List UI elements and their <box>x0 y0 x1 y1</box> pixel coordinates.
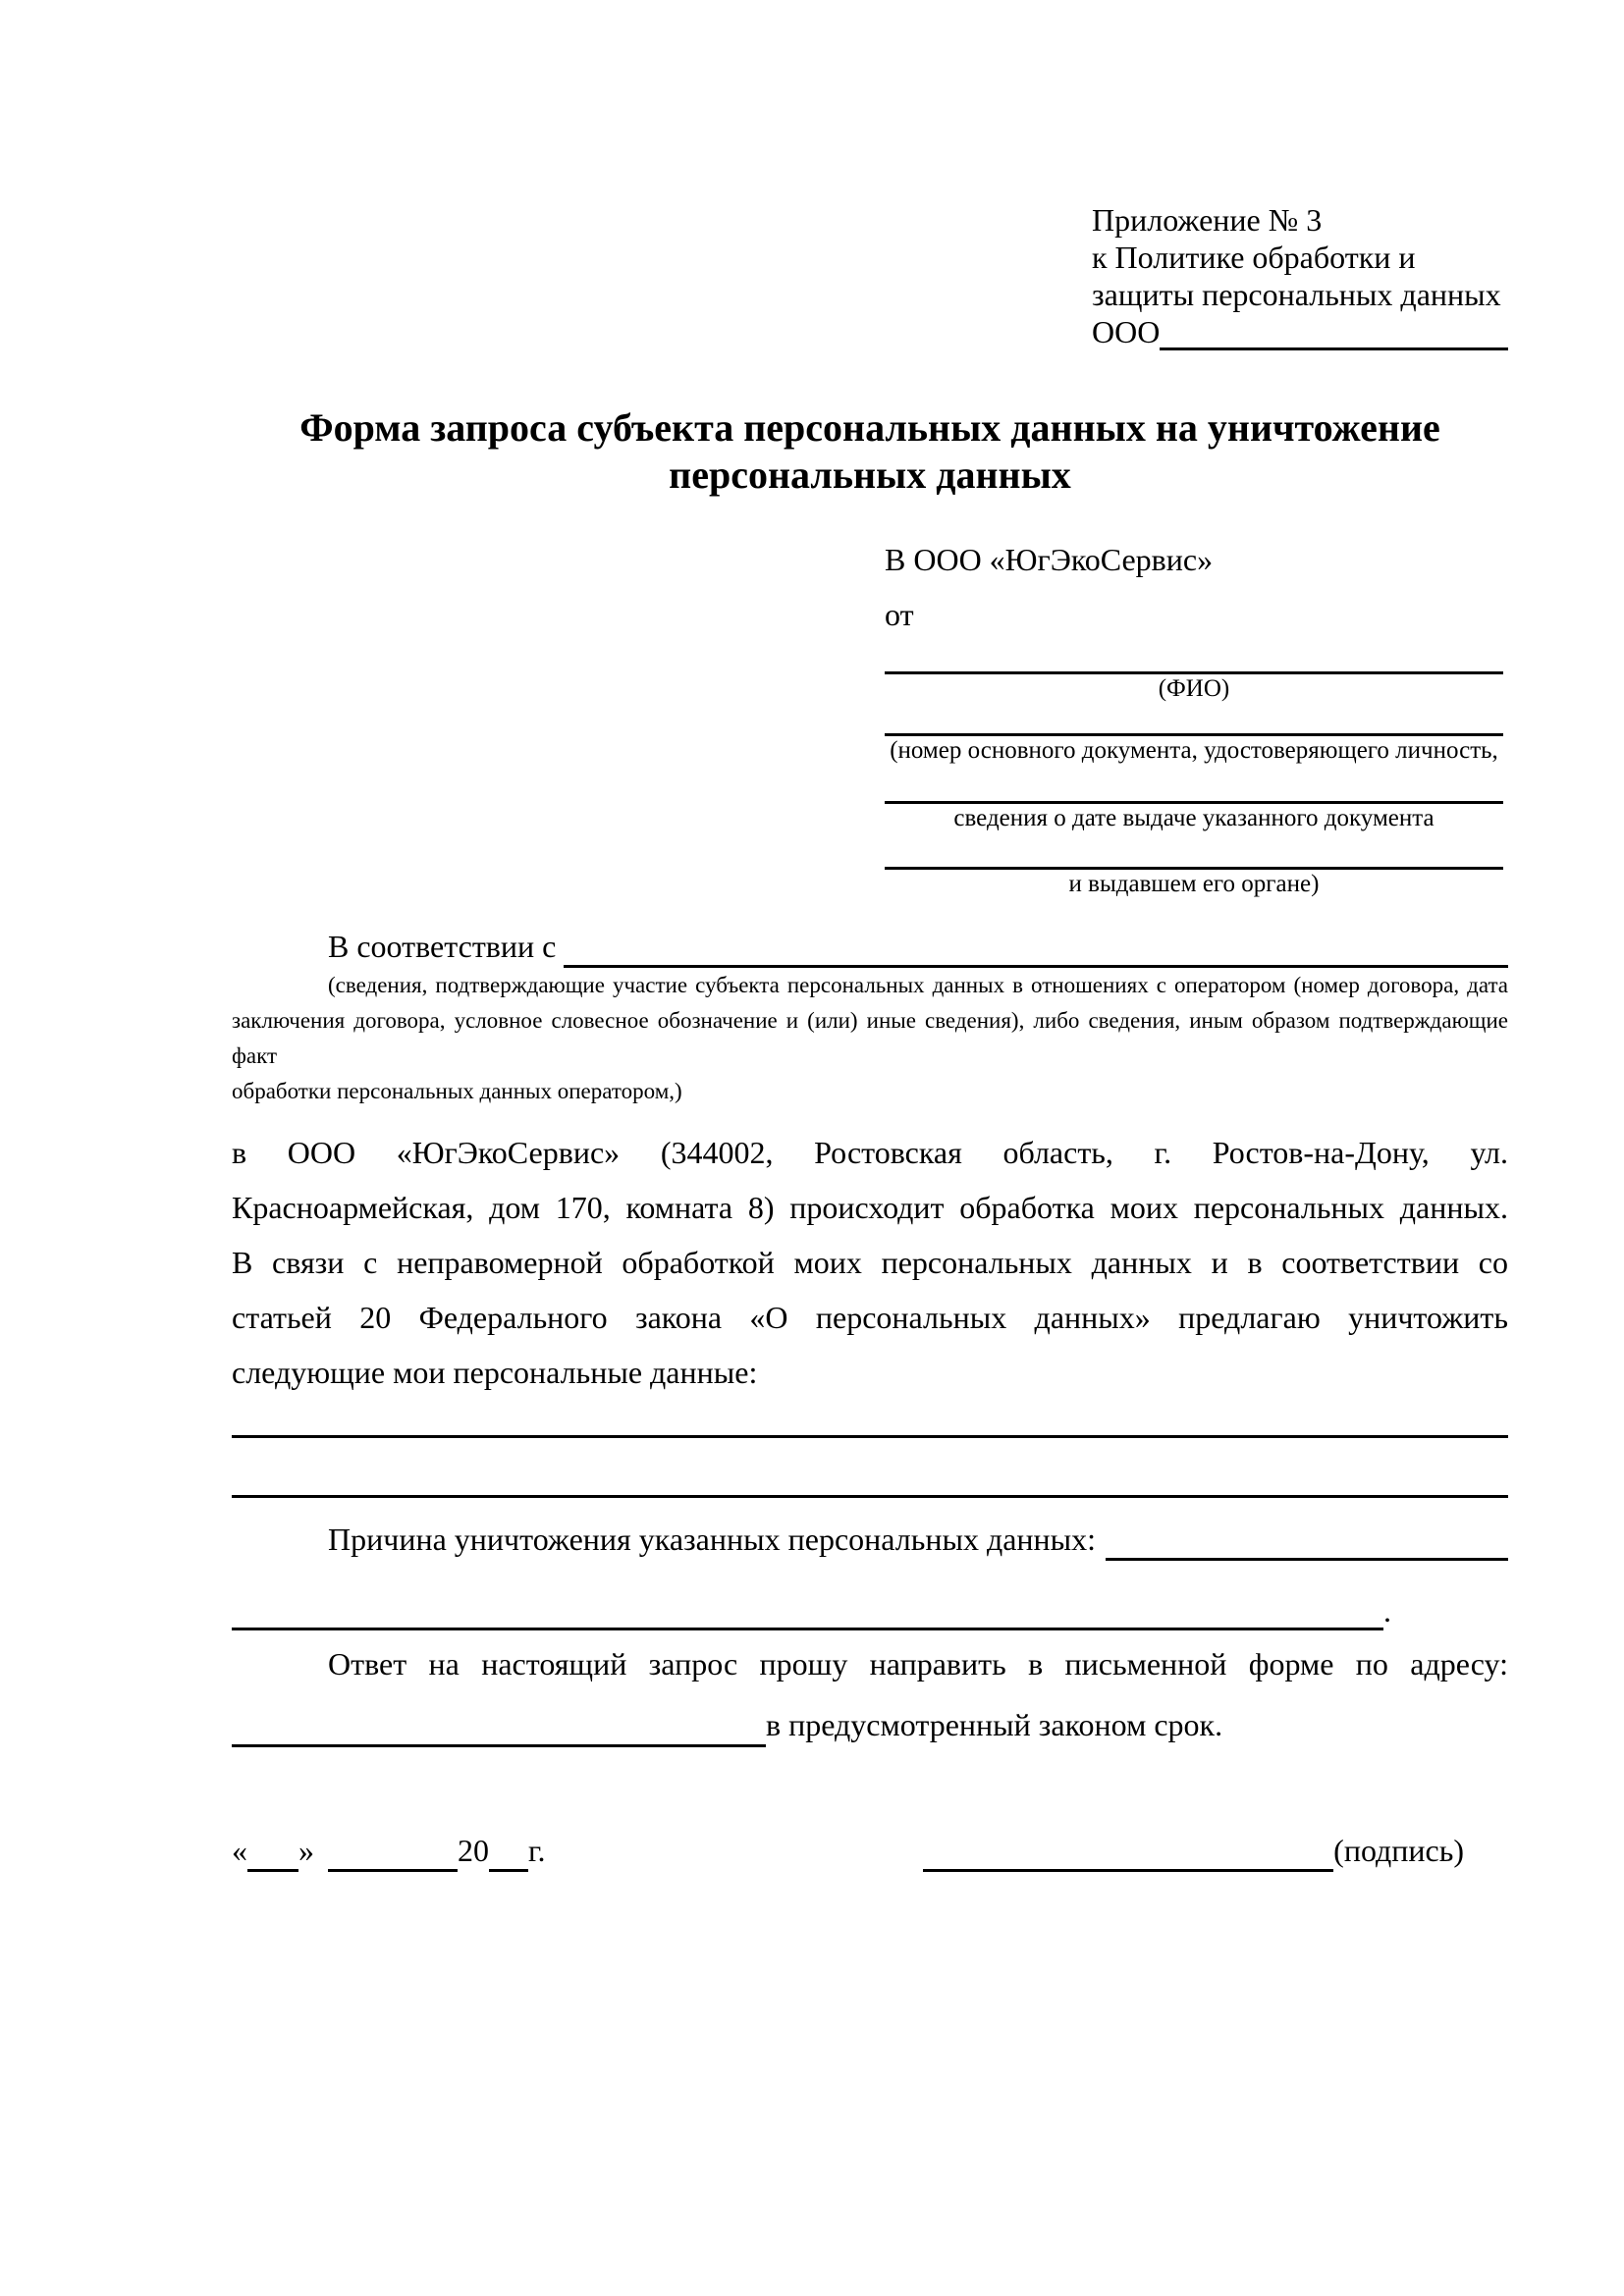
page-title-line-2: персональных данных <box>669 453 1071 497</box>
accordance-note-line-3: обработки персональных данных оператором,) <box>232 1079 682 1103</box>
date-open-quote: « <box>232 1833 247 1868</box>
main-paragraph <box>232 1125 1508 1400</box>
appendix-line-3: защиты персональных данных <box>1092 277 1501 312</box>
accordance-label: В соответствии с <box>328 929 557 964</box>
date-close-quote: » <box>298 1833 314 1868</box>
main-paragraph-line-2: Красноармейская, дом 170, комната 8) происходит обработка моих персональных данных. <box>232 1190 1508 1225</box>
accordance-note-line-1: (сведения, подтверждающие участие субъекта персональных данных в отношениях с оператором (номер договора, дата <box>328 973 1508 997</box>
addressee-to: В ООО «ЮгЭкоСервис» <box>885 542 1214 577</box>
main-paragraph-line-4: статьей 20 Федерального закона «О персональных данных» предлагаю уничтожить <box>232 1300 1508 1335</box>
day-write-line <box>247 1826 298 1872</box>
fio-caption: (ФИО) <box>1158 675 1230 702</box>
signature-write-line <box>923 1826 1333 1872</box>
doc-caption-1: (номер основного документа, удостоверяющего личность, <box>890 737 1498 764</box>
doc-number-write-line <box>885 704 1503 736</box>
signature-group <box>923 1826 1464 1872</box>
data-write-line-1 <box>232 1406 1508 1438</box>
addressee-from-label: от <box>885 597 914 632</box>
doc-organ-write-line <box>885 833 1503 870</box>
accordance-note-line-2: заключения договора, условное словесное обозначение и (или) иные сведения), либо сведения, иным образом подтверждающие факт <box>232 1008 1508 1068</box>
company-prefix: ООО <box>1092 314 1161 349</box>
answer-suffix: в предусмотренный законом срок. <box>766 1707 1223 1742</box>
main-paragraph-line-3: В связи с неправомерной обработкой моих персональных данных и в соответствии со <box>232 1245 1508 1280</box>
doc-date-write-line <box>885 766 1503 804</box>
main-paragraph-line-1: в ООО «ЮгЭкоСервис» (344002, Ростовская область, г. Ростов-на-Дону, ул. <box>232 1135 1508 1170</box>
signature-caption: (подпись) <box>1333 1833 1464 1868</box>
data-write-line-2 <box>232 1438 1508 1498</box>
fio-write-line <box>885 634 1503 674</box>
year-prefix: 20 <box>458 1833 489 1868</box>
appendix-header <box>1092 201 1508 350</box>
reason-label: Причина уничтожения указанных персональных данных: <box>328 1522 1097 1557</box>
answer-address-row <box>232 1700 1508 1747</box>
appendix-line-2: к Политике обработки и <box>1092 240 1416 275</box>
date-group <box>232 1826 546 1872</box>
page-title-line-1: Форма запроса субъекта персональных данных на уничтожение <box>299 405 1440 450</box>
accordance-row <box>328 925 1508 968</box>
period: . <box>1383 1593 1391 1629</box>
reason-continuation-row <box>232 1588 1508 1630</box>
company-name-row <box>1092 313 1508 350</box>
month-write-line <box>328 1826 458 1872</box>
doc-caption-2: сведения о дате выдаче указанного документа <box>953 805 1435 831</box>
main-paragraph-line-5: следующие мои персональные данные: <box>232 1355 758 1390</box>
page-title <box>232 404 1508 499</box>
accordance-note <box>232 968 1508 1109</box>
appendix-line-1: Приложение № 3 <box>1092 202 1323 238</box>
year-suffix: г. <box>528 1833 546 1868</box>
reason-continuation-line <box>232 1588 1383 1630</box>
reason-row <box>328 1518 1508 1561</box>
reason-write-line <box>1106 1558 1508 1561</box>
answer-paragraph: Ответ на настоящий запрос прошу направить в письменной форме по адресу: <box>328 1646 1508 1682</box>
addressee-block <box>885 540 1503 899</box>
company-write-line <box>1160 347 1508 350</box>
address-write-line <box>232 1700 766 1747</box>
date-signature-row <box>232 1826 1508 1872</box>
year-write-line <box>489 1826 528 1872</box>
doc-caption-3: и выдавшем его органе) <box>1068 871 1320 897</box>
